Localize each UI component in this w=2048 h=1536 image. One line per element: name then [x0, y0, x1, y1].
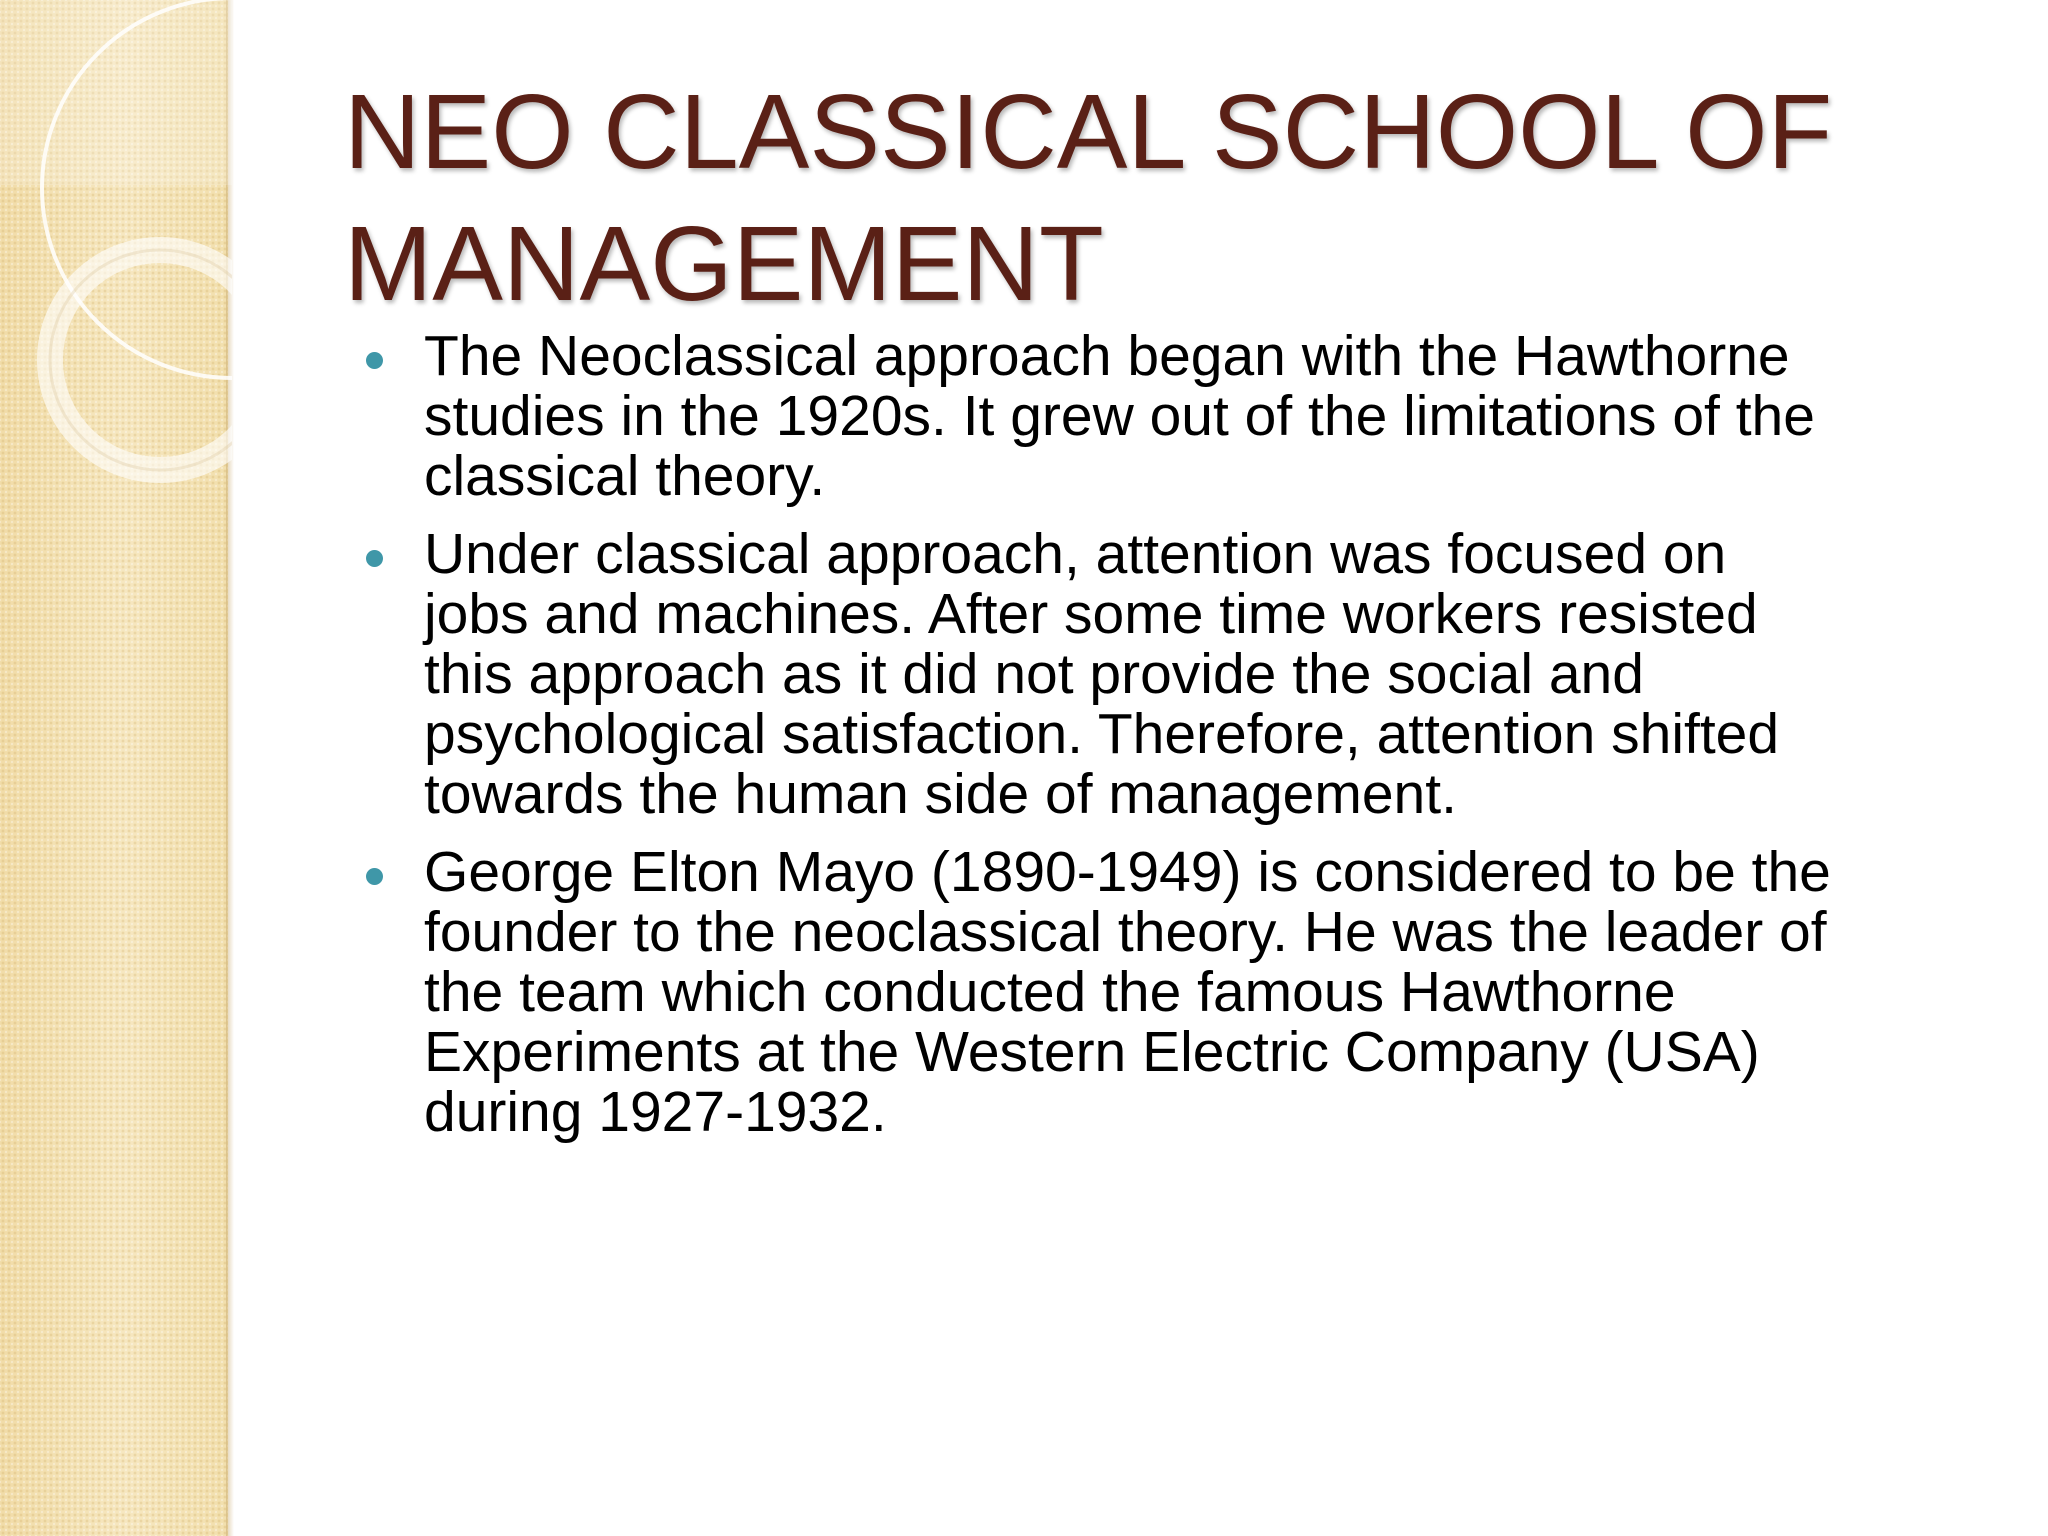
slide-title-line: NEO CLASSICAL SCHOOL OF	[344, 73, 1833, 191]
bullet-text	[424, 324, 1815, 508]
bullet-line: during 1927-1932.	[424, 1080, 887, 1144]
bullet-dot-icon	[366, 352, 383, 369]
bullet-item	[364, 842, 2004, 1142]
bullet-line: the team which conducted the famous Hawthorne	[424, 960, 1676, 1024]
bullet-item	[364, 524, 2004, 824]
slide-title-line: MANAGEMENT	[344, 205, 1104, 323]
bullet-line: towards the human side of management.	[424, 762, 1457, 826]
bullet-list	[364, 326, 2004, 1160]
bullet-line: founder to the neoclassical theory. He was the leader of	[424, 900, 1827, 964]
bullet-line: classical theory.	[424, 444, 826, 508]
bullet-line: psychological satisfaction. Therefore, attention shifted	[424, 702, 1780, 766]
bullet-dot-icon	[366, 868, 383, 885]
bullet-item	[364, 326, 2004, 506]
bullet-line: Experiments at the Western Electric Company (USA)	[424, 1020, 1760, 1084]
bullet-line: Under classical approach, attention was focused on	[424, 522, 1727, 586]
bullet-text	[424, 840, 1831, 1144]
bullet-line: The Neoclassical approach began with the Hawthorne	[424, 324, 1790, 388]
bullet-text	[424, 522, 1779, 826]
bullet-line: this approach as it did not provide the social and	[424, 642, 1644, 706]
bullet-dot-icon	[366, 550, 383, 567]
bullet-line: George Elton Mayo (1890-1949) is considered to be the	[424, 840, 1831, 904]
bullet-line: jobs and machines. After some time workers resisted	[424, 582, 1758, 646]
slide-title	[344, 66, 1984, 330]
bullet-line: studies in the 1920s. It grew out of the limitations of the	[424, 384, 1815, 448]
decorative-circles-graphic	[0, 0, 232, 520]
